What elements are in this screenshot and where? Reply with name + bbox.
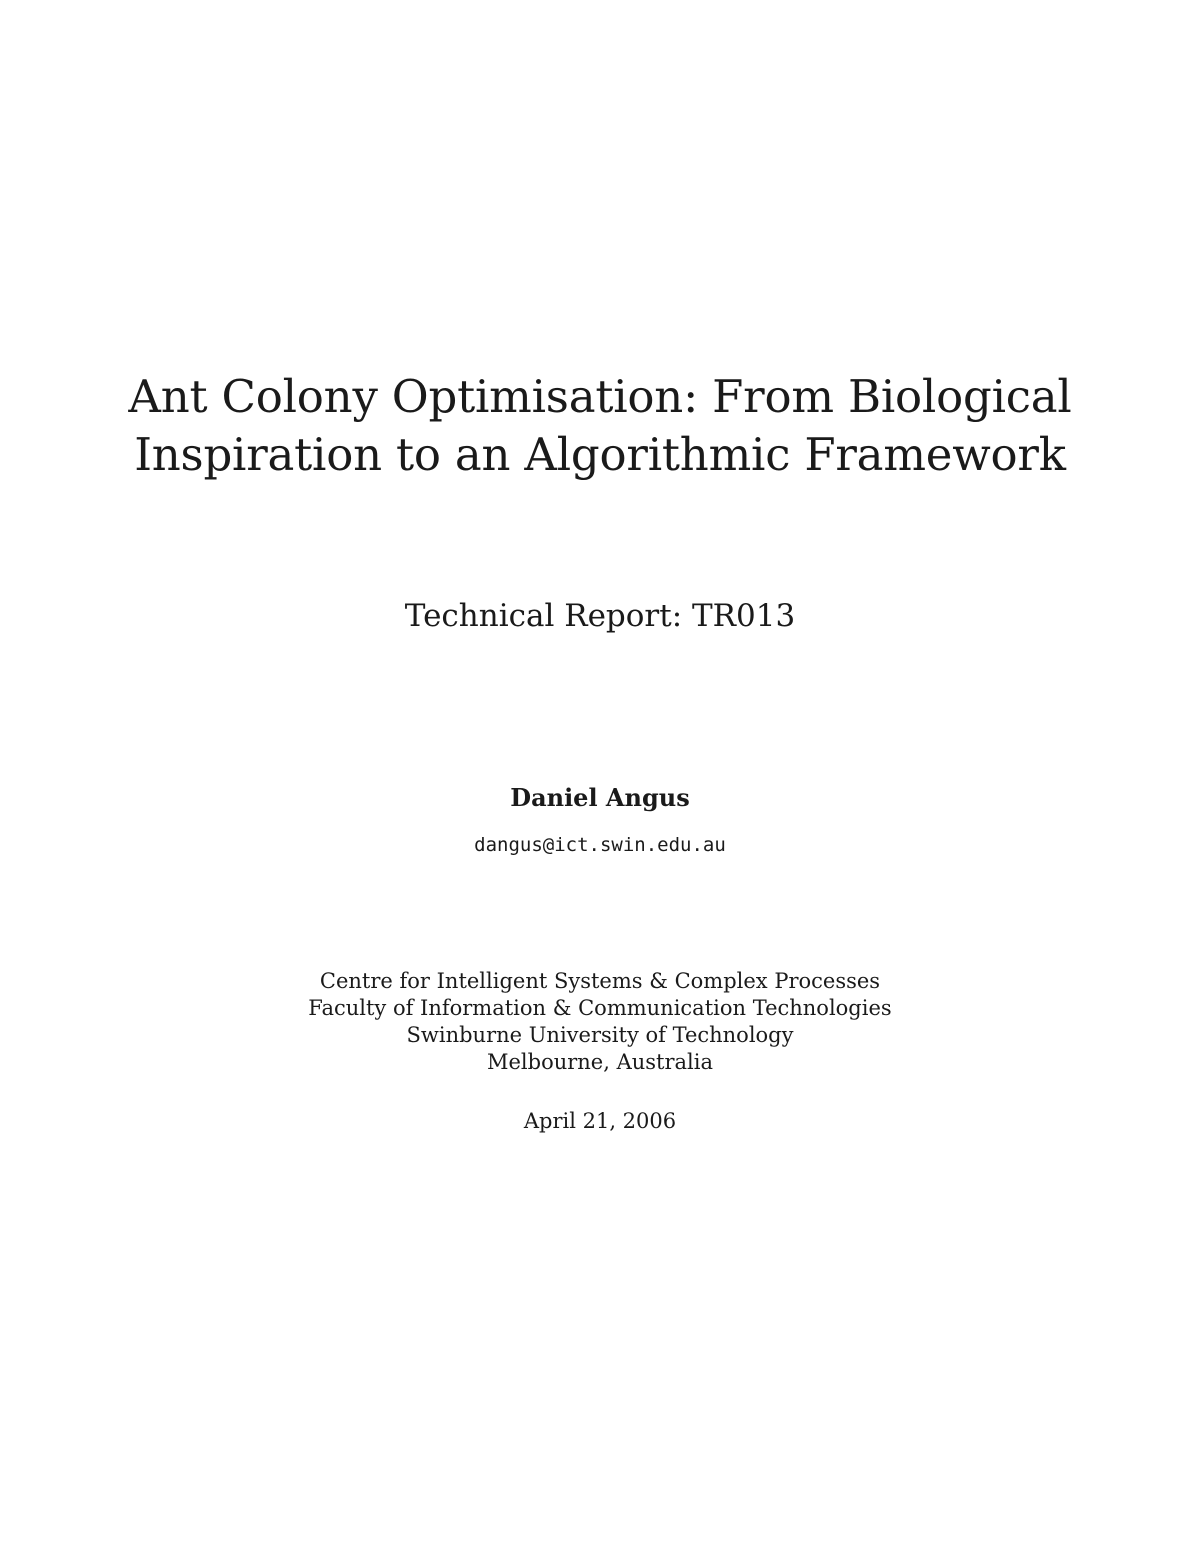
author-email: dangus@ict.swin.edu.au [474, 834, 726, 856]
report-number: Technical Report: TR013 [404, 598, 796, 634]
affiliation-centre: Centre for Intelligent Systems & Complex Processes [319, 969, 881, 993]
document-title [0, 368, 1200, 484]
report-date: April 21, 2006 [523, 1109, 677, 1133]
title-line-1: Ant Colony Optimisation: From Biological [128, 370, 1072, 423]
author-name: Daniel Angus [510, 783, 690, 812]
affiliation-faculty: Faculty of Information & Communication Technologies [308, 996, 892, 1020]
affiliation-location: Melbourne, Australia [486, 1050, 714, 1074]
affiliation-block [0, 968, 1200, 1076]
affiliation-university: Swinburne University of Technology [406, 1023, 794, 1047]
title-line-2: Inspiration to an Algorithmic Framework [134, 428, 1066, 481]
